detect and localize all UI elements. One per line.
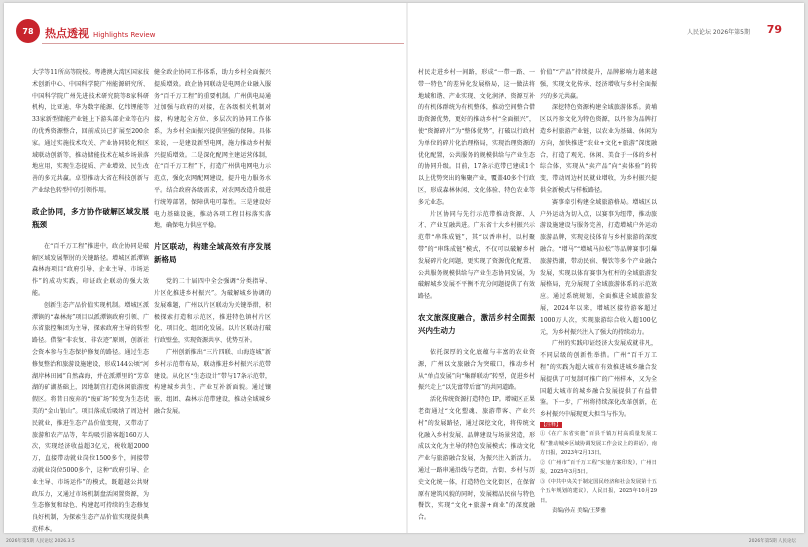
- paragraph: 依托深厚的文化底蕴与丰富的农业资源，广州以文旅融合为突破口，推动乡村从“单点发展”向“集群联动”转型，促进乡村振兴走上“以先富带后富”的共同道路。: [418, 348, 535, 392]
- paragraph: 深挖特色资源构建全域旅游体系。黄埔区以丹参文化为特色资源，以丹参为品牌打造乡村旅游产业链，以农业为基础、休闲为方向，加快推进“农业+文化+旅游”深度融合，打造了观光、休闲、美食于一体的乡村综合体，实现从“卖产品”向“卖体验”的转变，带动周边村民就业增收，为乡村振兴提供全新模式与样板路径。: [540, 104, 657, 194]
- paragraph: 活化传统资源打造特色 IP。增城区正果老街通过“文化塑魂、旅游带客、产业兴村”的发展路径，通过深挖文化，将传统文化融入乡村发展、品牌建设与场景营造，形成以文化为主导的特色发展模式；推动文化产业与旅游融合发展，为振兴注入新活力。通过一路串通沿线与老街，古街、乡村与历史文化统一体，打造特色文化街区，在保留原有建筑风貌的同时，发展精品民宿与特色餐饮，实现“文化+旅游+商业”的深度融合。: [418, 396, 535, 522]
- page-number-right: 79: [766, 23, 782, 36]
- paragraph: 片区协同与先行示范带推动资源、人才、产业互融共进。广东省十大乡村振兴示范带“串珠成链”，其“以香串村，以村聚带”的“串珠成链”模式，不仅可以破解乡村发展碎片化问题，更实现了资源优化配置、公共服务规模供给与产业生态协同发展，为破解城乡发展不平衡不充分问题提供了有效路径。: [418, 210, 535, 301]
- notes-tag: 【注释】: [541, 421, 562, 428]
- notes-block: [540, 421, 657, 507]
- section-title-en: Highlights Review: [93, 31, 156, 39]
- footer-right: 2026年第5期 人民论坛: [748, 539, 796, 544]
- paragraph: 广州的实践印证经济大发展成就非凡，不同层级的创新性举措。广州“百千万工程”的实践为超大城市有效推进城乡融合发展提供了可复制可推广的广州样本，又为全国超大城市的城乡融合发展提供了有益借鉴。下一步，广州将持续深化改革创新，在乡村振兴中展现更大担当与作为。: [540, 340, 657, 419]
- text-column-1: [32, 67, 149, 533]
- subheading: 片区联动，构建全域高效有序发展新格局: [154, 242, 271, 265]
- paragraph: 广州创新推出“三片四联、山海连城”新乡村示范带布局，联动推进乡村振兴示范带建设。从化区“生态设计”带与17条示范带，构建城乡共生、产业互补新面貌。通过镶嵌、组团、森林示范带建设，推动全域城乡融合发展。: [154, 348, 271, 415]
- footer-left: 2026年第5期 人民论坛 2026.3.5: [6, 539, 75, 544]
- page-header: [4, 19, 804, 41]
- paragraph: 在“百千万工程”推进中，政企协同是破解区域发展掣肘的关键路径。增城区派潭镇森林海项目“政府引导、企业主导、市场运作”的成功实践，印证政企联动的强大效能。: [32, 242, 149, 297]
- text-column-3: [418, 67, 535, 524]
- editor-credit: 责编/孙垚 美编/王梦雅: [552, 508, 606, 515]
- text-column-2: [154, 67, 271, 418]
- page-gutter: [406, 3, 408, 533]
- subheading: 农文旅深度融合，激活乡村全面振兴内生动力: [418, 312, 535, 335]
- text-column-4: [540, 67, 657, 518]
- paragraph: 创新生态产品价值实现机制。增城区派潭镇的“森林海”项目以派潭镇政府引领、广东省旅控集团为主导，探索政府主导的转型路径。借鉴“非农复、非农迹”原则，创新社会资本参与生态保护修复的路径。通过生态修复整治和旅游设施建设，形成144公顷“河湖岸林田园”自然森海，并在派潭里的“芳草湖的矿湖基础上，因地制宜打造休闲旅游度假区。将昔日废弃的“废矿场”转变为生态优美的“金山银山”。项目落成后吸纳了周边村民就业，推进生态产品价值变现，又带动了旅游和农产品等，年均吸引游客超160万人次，实现经济收益超3亿元，税收超2000万，直接带动就业岗位1500多个，间接带动就业岗位5000多个，这种“政府引导、企业主导、市场运作”的模式，既超越公共财政压力，又通过市场机制盘活闲置资源，为生态修复和绿色、构建起可持续的生态修复良好机制，为探索生态产品价值实现提供典范样本。: [32, 301, 149, 533]
- paragraph: 赛事牵引构建全域旅游格局。增城区以户外运动为切入点，以赛事为纽带，推动旅游设施建设与服务完善，打造增城户外运动旅游品牌，实现竞技体育与乡村旅游的深度融合。“增马”“增城马拉松”等品牌赛事引爆旅游热潮，带动民宿、餐饮等多个产业融合发展，实现以体育赛事为杠杆的全域旅游发展格局，充分展现了全域旅游体系的示范效应。通过系统规划，全面推进全域旅游发展，2024年以来，增城区接待游客超过1000万人次，实现旅游综合收入超100亿元，为乡村振兴注入了强大的持续动力。: [540, 198, 657, 336]
- paragraph: 党的二十届四中全会强调“分类指导、片区化推进乡村振兴”。为破解城乡协调的发展难题，广州以片区联动为关键举措，积极探索打造和示范区，推进特色镇村片区化、项目化、组团化发展。以片区联动打破行政壁垒，实现资源共享、优势互补。: [154, 278, 271, 345]
- journal-running-head: 人民论坛 2026年第5期: [687, 29, 750, 36]
- section-title: [45, 25, 155, 41]
- magazine-spread: [4, 3, 804, 533]
- note-item: ③《中共中央关于制定国民经济和社会发展第十五个五年规划的建议》，人民日报，2025年10月29日。: [540, 478, 657, 504]
- section-title-cn: 热点透视: [45, 27, 89, 40]
- header-rule-left: [42, 43, 404, 44]
- note-item: ①《在广东省实施“百县千镇万村高质量发展工程”推动城乡区域协调发展工作会议上的讲话》，南方日报，2023年2月13日。: [540, 431, 657, 457]
- note-item: ②《广州市“百千万工程”实施方案印发》，广州日报，2025年3月5日。: [540, 459, 657, 476]
- page-number-left: 78: [16, 19, 40, 43]
- paragraph: 健全政企协同工作体系，助力乡村全面振兴提质增效。政企协同联动是电网企业融入服务“百千万工程”的重要机制。广州供电局通过加强与政府的对接，在各级相关机制对接，构建起全方位、多层次的协同工作体系，为乡村全面振兴提供坚强的保障。具体来说，一是建设新型电网，施力推动乡村振兴提质增效。二是深化配网主建运营体制，在“百千万工程”下，打造广州供电网电力示范点，强化农网配网建设，提升电力服务水平。结合政府各级需求，对农网改造升级进行统筹部署，保障供电可靠性。三是建设好电力基础设施，推动各项工程目标落实落地，确保电力供应平稳。: [154, 69, 271, 230]
- paragraph: 价值”“产品”持续提升，品牌影响力越来越强，实现文化传承、经济增收与乡村全面振兴的多元共赢。: [540, 69, 657, 100]
- paragraph: 村民走进乡村一间路，形成“一带一路、一带一特色”的差异化发展格局，这一做法将地域和谐、产业实现、文化润泽、资源互补的有机体群统为有机整体，推动空间整合借助资源优势，更好的推动乡村“全面振兴”，使“资源碎片”为“整体优势”，打破以行政村为单位的碎片化治理格局，实现治理资源的优化配置，公共服务的规模供给与产业生态的协同升级。目前，17条示范带已建成1个以上优势突出的集聚产业，覆盖40多个行政区，形成森林休闲、文化体验、特色农业等多元业态。: [418, 69, 535, 206]
- paragraph: 大学等11所高等院校。粤港澳大湾区国家技术创新中心、中国科学院广州能源研究所、中国科学院广州先进技术研究院等8家科研机构，比亚迪、华为数字能源、亿纬锂能等33家新型储能产业链上下游头部企业等在内的优秀资源整合，回前成员已扩展至200余家。通过实施技术攻关、产业协同转化和区域联动创新等，推动储能技术在城乡场景落地应用，实现生态提质、产业增效、民生改善的多元共赢。卓望推动大省在科技创新与产业绿色转型中的引领作用。: [32, 69, 149, 194]
- subheading: 政企协同，多方协作破解区域发展瓶颈: [32, 206, 149, 229]
